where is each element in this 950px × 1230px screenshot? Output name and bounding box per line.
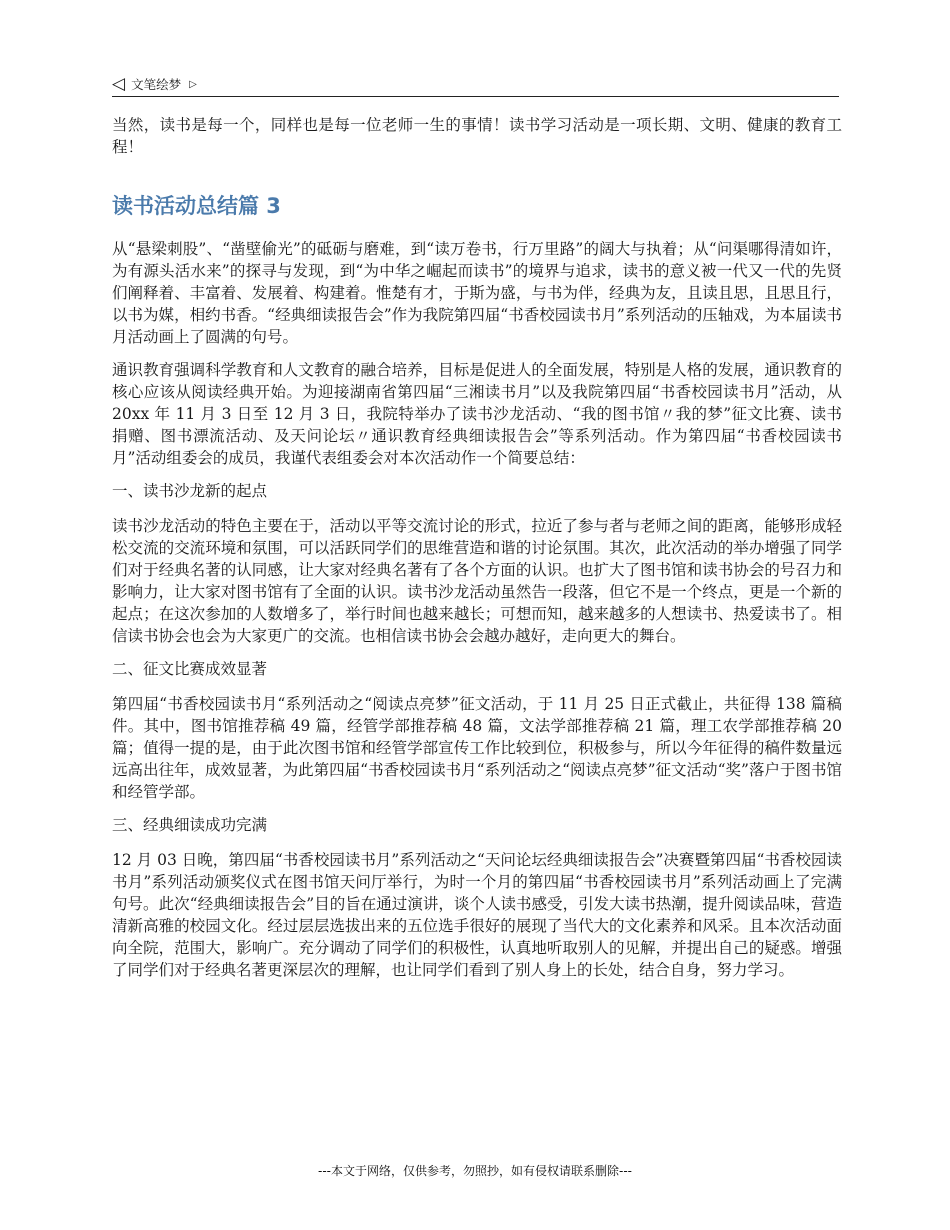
triangle-left-icon: ◁: [112, 73, 126, 94]
subsection-heading: 一、读书沙龙新的起点: [112, 482, 268, 500]
paragraph: 12 月 03 日晚，第四届“书香校园读书月”系列活动之“天问论坛经典细读报告会”决赛暨第四届“书香校园读书月”系列活动颁奖仪式在图书馆天问厅举行，为时一个月的第四届“书香校园读书月”系列活动画上了完满句号。此次“经典细读报告会”目的旨在通过演讲，谈个人读书感受，引发大读书热潮，提升阅读品味，营造清新高雅的校园文化。经过层层选拔出来的五位选手很好的展现了当代大的文化素养和风采。且本次活动面向全院，范围大，影响广。充分调动了同学们的积极性，认真地听取别人的见解，并提出自己的疑惑。增强了同学们对于经典名著更深层次的理解，也让同学们看到了别人身上的长处，结合自身，努力学习。: [112, 851, 842, 979]
section-title: 读书活动总结篇 3: [112, 194, 281, 218]
page-header: [112, 72, 839, 97]
subsection-heading: 二、征文比赛成效显著: [112, 660, 268, 678]
paragraph: 读书沙龙活动的特色主要在于，活动以平等交流讨论的形式，拉近了参与者与老师之间的距离，能够形成轻松交流的交流环境和氛围，可以活跃同学们的思维营造和谐的讨论氛围。其次，此次活动的举办增强了同学们对于经典名著的认同感，让大家对经典名著有了各个方面的认识。也扩大了图书馆和读书协会的号召力和影响力，让大家对图书馆有了全面的认识。读书沙龙活动虽然告一段落，但它不是一个终点，更是一个新的起点；在这次参加的人数增多了，举行时间也越来越长；可想而知，越来越多的人想读书、热爱读书了。相信读书协会也会为大家更广的交流。也相信读书协会会越办越好，走向更大的舞台。: [112, 517, 842, 645]
document-body: [112, 114, 842, 992]
intro-paragraph: 当然，读书是每一个，同样也是每一位老师一生的事情！读书学习活动是一项长期、文明、健康的教育工程！: [112, 116, 842, 156]
page-footer: ---本文于网络，仅供参考，勿照抄，如有侵权请联系删除---: [318, 1164, 632, 1178]
brand-name: 文笔绘梦: [131, 77, 182, 92]
paragraph: 从“悬梁刺股”、“凿壁偷光”的砥砺与磨难，到“读万卷书，行万里路”的阔大与执着；从“问渠哪得清如许，为有源头活水来”的探寻与发现，到“为中华之崛起而读书”的境界与追求，读书的意义被一代又一代的先贤们阐释着、丰富着、发展着、构建着。惟楚有才，于斯为盛，与书为伴，经典为友，且读且思，且思且行，以书为媒，相约书香。“经典细读报告会”作为我院第四届“书香校园读书月”系列活动的压轴戏，为本届读书月活动画上了圆满的句号。: [112, 240, 842, 346]
subsection-heading: 三、经典细读成功完满: [112, 816, 268, 834]
paragraph: 通识教育强调科学教育和人文教育的融合培养，目标是促进人的全面发展，特别是人格的发展，通识教育的核心应该从阅读经典开始。为迎接湖南省第四届“三湘读书月”以及我院第四届“书香校园读书月”活动，从 20xx 年 11 月 3 日至 12 月 3 日，我院特举办了读书沙龙活动、“我的图书馆〃我的梦”征文比赛、读书捐赠、图书漂流活动、及天问论坛〃通识教育经典细读报告会”等系列活动。作为第四届“书香校园读书月”活动组委会的成员，我谨代表组委会对本次活动作一个简要总结：: [112, 361, 842, 467]
triangle-right-icon: ▷: [189, 78, 197, 90]
paragraph: 第四届“书香校园读书月“系列活动之“阅读点亮梦”征文活动，于 11 月 25 日正式截止，共征得 138 篇稿件。其中，图书馆推荐稿 49 篇，经管学部推荐稿 48 篇，文法学部推荐稿 21 篇，理工农学部推荐稿 20 篇；值得一提的是，由于此次图书馆和经管学部宣传工作比较到位，积极参与，所以今年征得的稿件数量远远高出往年，成效显著，为此第四届“书香校园读书月“系列活动之“阅读点亮梦”征文活动“奖”落户于图书馆和经管学部。: [112, 695, 842, 801]
